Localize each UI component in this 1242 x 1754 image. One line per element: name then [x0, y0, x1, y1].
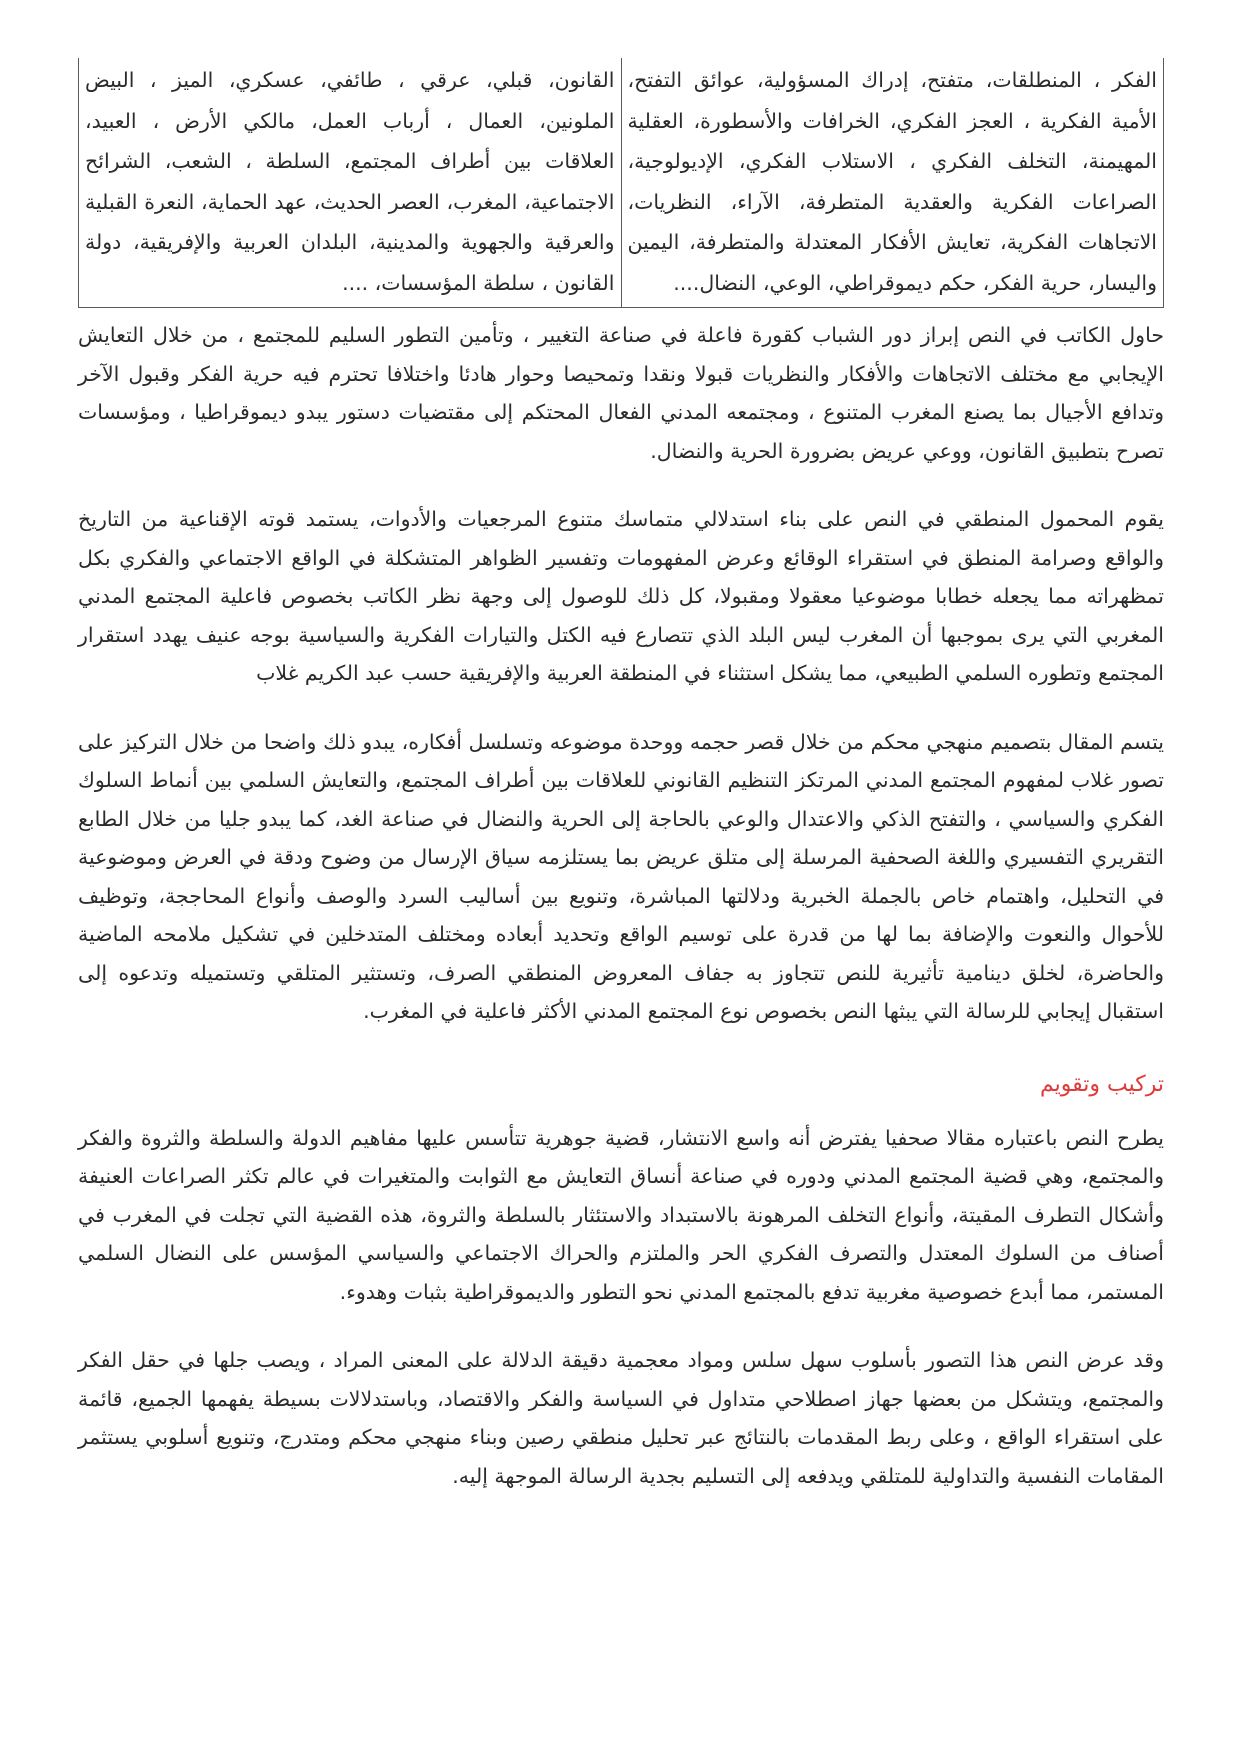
- vocabulary-cell-society: القانون، قبلي، عرقي ، طائفي، عسكري، الميز ، البيض الملونين، العمال ، أرباب العمل، مالكي الأرض ، العبيد، العلاقات بين أطراف المجتمع، السلطة ، الشعب، الشرائح الاجتماعية، المغرب، العصر الحديث، عهد الحماية، النعرة القبلية والعرقية والجهوية والمدينية، البلدان العربية والإفريقية، دولة القانون ، سلطة المؤسسات، ....: [79, 58, 622, 308]
- section-heading: تركيب وتقويم: [1040, 1071, 1164, 1097]
- vocabulary-cell-thought: الفكر ، المنطلقات، متفتح، إدراك المسؤولية، عوائق التفتح، الأمية الفكرية ، العجز الفكري، الخرافات والأسطورة، العقلية المهيمنة، التخلف الفكري ، الاستلاب الفكري، الإديولوجية، الصراعات الفكرية والعقدية المتطرفة، الآراء، النظريات، الاتجاهات الفكرية، تعايش الأفكار المعتدلة والمتطرفة، اليمين واليسار، حرية الفكر، حكم ديموقراطي، الوعي، النضال....: [621, 58, 1164, 308]
- paragraph-methodology: يتسم المقال بتصميم منهجي محكم من خلال قصر حجمه ووحدة موضوعه وتسلسل أفكاره، يبدو ذلك واضحا من خلال التركيز على تصور غلاب لمفهوم المجتمع المدني المرتكز التنظيم القانوني للعلاقات بين أطراف المجتمع، والتعايش السلمي بين أنماط السلوك الفكري والسياسي ، والتفتح الذكي والاعتدال والوعي بالحاجة إلى الحرية والنضال في صناعة الغد، كما يبدو جليا من خلال الطابع التقريري التفسيري واللغة الصحفية المرسلة إلى متلق عريض بما يستلزمه سياق الإرسال من وضوح ودقة في العرض وموضوعية في التحليل، واهتمام خاص بالجملة الخبرية ودلالتها المباشرة، وتنويع بين أساليب السرد والوصف وأنواع المحاججة، وتوظيف للأحوال والنعوت والإضافة بما لها من قدرة على توسيم الواقع وتحديد أبعاده ومختلف المتدخلين في تشكيل ملامحه الماضية والحاضرة، لخلق دينامية تأثيرية للنص تتجاوز به جفاف المعروض المنطقي الصرف، وتستثير المتلقي وتستميله وتدعوه إلى استقبال إيجابي للرسالة التي يبثها النص بخصوص نوع المجتمع المدني الأكثر فاعلية في المغرب.: [78, 729, 1164, 1023]
- paragraph-evaluation: وقد عرض النص هذا التصور بأسلوب سهل سلس ومواد معجمية دقيقة الدلالة على المعنى المراد ، ويصب جلها في حقل الفكر والمجتمع، ويتشكل من بعضها جهاز اصطلاحي متداول في السياسة والفكر والاقتصاد، وباستدلالات بسيطة يفهمها الجميع، قائمة على استقراء الواقع ، وعلى ربط المقدمات بالنتائج عبر تحليل منطقي رصين وبناء منهجي محكم ومتدرج، وتنويع أسلوبي يستثمر المقامات النفسية والتداولية للمتلقي ويدفعه إلى التسليم بجدية الرسالة الموجهة إليه.: [78, 1348, 1164, 1488]
- vocabulary-table: [78, 58, 1164, 308]
- vocabulary-table-row: [79, 58, 1164, 308]
- paragraph-intro: حاول الكاتب في النص إبراز دور الشباب كقورة فاعلة في صناعة التغيير ، وتأمين التطور السليم للمجتمع ، من خلال التعايش الإيجابي مع مختلف الاتجاهات والأفكار والنظريات قبولا ونقدا وتمحيصا وحوار هادئا واختلافا تحترم فيه حرية الفكر وقبول الآخر وتدافع الأجيال بما يصنع المغرب المتنوع ، ومجتمعه المدني الفعال المحتكم إلى مقتضيات دستور يبدو ديموقراطيا ، ومؤسسات تصرح بتطبيق القانون، ووعي عريض بضرورة الحرية والنضال.: [78, 323, 1164, 463]
- document-page: [78, 58, 1164, 1495]
- paragraph-logical-content: يقوم المحمول المنطقي في النص على بناء استدلالي متماسك متنوع المرجعيات والأدوات، يستمد قوته الإقناعية من التاريخ والواقع وصرامة المنطق في استقراء الوقائع وعرض المفهومات وتفسير الظواهر المتشكلة في الواقع الاجتماعي والفكري بكل تمظهراته مما يجعله خطابا موضوعيا معقولا ومقبولا، كل ذلك للوصول إلى وجهة نظر الكاتب بخصوص فاعلية المجتمع المدني المغربي التي يرى بموجبها أن المغرب ليس البلد الذي تتصارع فيه الكتل والتيارات الفكرية والسياسية بوجه عنيف يهدد استقرار المجتمع وتطوره السلمي الطبيعي، مما يشكل استثناء في المنطقة العربية والإفريقية حسب عبد الكريم غلاب: [78, 507, 1164, 685]
- paragraph-synthesis: يطرح النص باعتباره مقالا صحفيا يفترض أنه واسع الانتشار، قضية جوهرية تتأسس عليها مفاهيم الدولة والسلطة والثروة والفكر والمجتمع، وهي قضية المجتمع المدني ودوره في صناعة أنساق التعايش مع الثوابت والمتغيرات في عالم تكثر الصراعات العنيفة وأشكال التطرف المقيتة، وأنواع التخلف المرهونة بالاستبداد والاستئثار بالسلطة والثروة، هذه القضية التي تجلت في المغرب في أصناف من السلوك المعتدل والتصرف الفكري الحر والملتزم والحراك الاجتماعي والسياسي المؤسس على النضال السلمي المستمر، مما أبدع خصوصية مغربية تدفع بالمجتمع المدني نحو التطور والديموقراطية بثبات وهدوء.: [78, 1125, 1164, 1304]
